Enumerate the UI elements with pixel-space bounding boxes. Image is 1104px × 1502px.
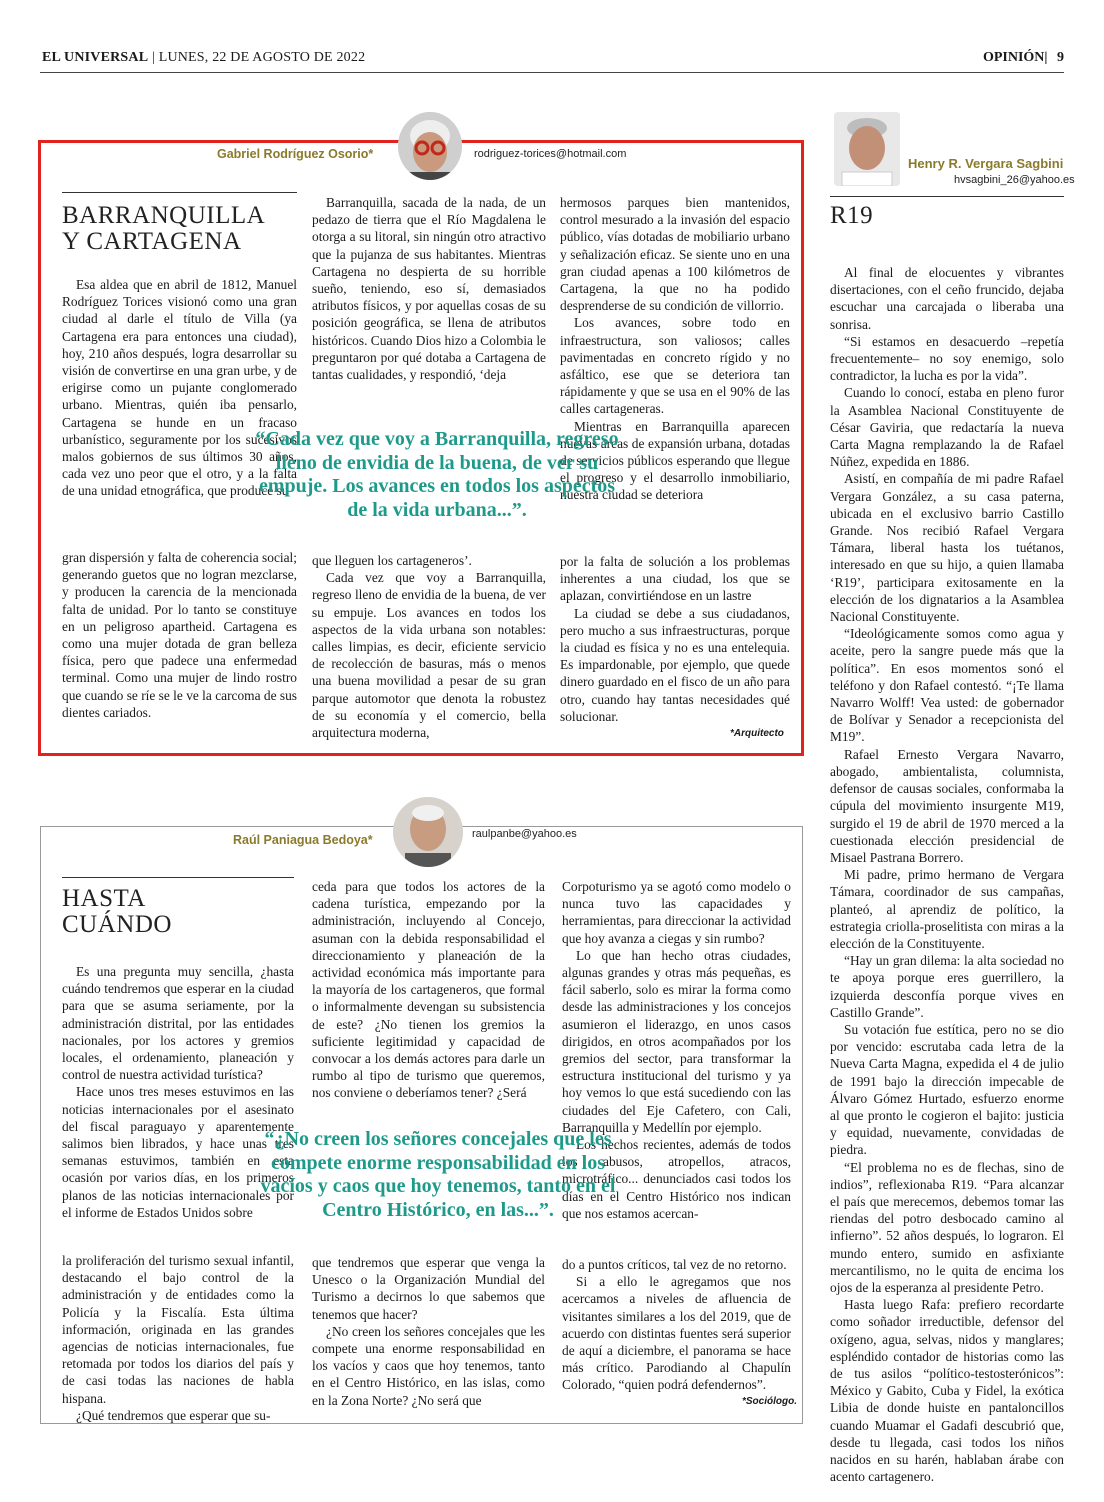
article-2-headline-rule	[62, 877, 294, 878]
paragraph: ¿Qué tendremos que esperar que su-	[76, 1407, 271, 1423]
article-3-email: hvsagbini_26@yahoo.es	[954, 174, 1075, 186]
article-2-headline-line1: HASTA	[62, 885, 146, 912]
article-2-column-3b	[562, 1256, 791, 1394]
paragraph: Esa aldea que en abril de 1812, Manuel Rodríguez Torices visionó como una gran ciudad al darle el título de Villa (ya Cartagena era para entonces una ciudad), hoy, 210 años después, logra desarrollar su visión de convertirse en una gran urbe, y de erigirse como un pujante conglomerado urbano. Mientras, quién iba pensarlo, Cartagena se hunde en un fracaso urbanístico, seguramente por los sucesivos malos gobiernos de sus últimos 30 años, cada vez uno peor que el otro, y a la falta de una unidad etnográfica, que produce su	[62, 277, 297, 499]
paragraph: ceda para que todos los actores de la cadena turística, empezando por la administración, incluyendo al Concejo, asuman con la debida responsabilidad el direccionamiento y planeación de la actividad económica más importante para la mayoría de los cartageneros, que formal o informalmente devengan su subsistencia de este? ¿No tienen los gremios la suficiente legitimidad y capacidad de convocar a los demás actores para darle un rumbo al tipo de turismo que queremos, nos conviene o deberíamos tener? ¿Será	[312, 879, 545, 1101]
paragraph: Al final de elocuentes y vibrantes disertaciones, con el ceño fruncido, dejaba escuchar una carcajada o liberaba una sonrisa.	[830, 265, 1064, 332]
paragraph: por la falta de solución a los problemas inherentes a una ciudad, los que se aplazan, convirtiéndose en un lastre	[560, 554, 790, 604]
article-3-body	[830, 264, 1064, 1485]
paragraph: Su votación fue estítica, pero no se dio por vencido: escrutaba cada letra de la Nueva Carta Magna, expedida el 4 de julio de 1991 bajo la dirección impecable de Álvaro Gómez Hurtado, esfuerzo enorme al que pronto le cogieron el bajito: justicia y equidad, nuevamente, convidadas de piedra.	[830, 1021, 1064, 1158]
paragraph: Cuando lo conocí, estaba en pleno furor la Asamblea Nacional Constituyente de César Gaviria, que redactaría la nueva Carta Magna remplazando la de Rafael Núñez, expedida en 1886.	[830, 385, 1064, 470]
paragraph: Lo que han hecho otras ciudades, algunas grandes y otras más pequeñas, es fácil saberlo, solo es mirar la forma como desde las administraciones y los concejos asumieron el liderazgo, en unos casos dirigidos, en otros acompañados por los gremios del sector, para transformar la estructura institucional del turismo y ya hoy vemos lo que está sucediendo con las ciudades del Eje Cafetero, con Cali, Barranquilla y Medellín por ejemplo.	[562, 947, 791, 1135]
masthead-rule	[40, 72, 1064, 73]
paragraph: Hace unos tres meses estuvimos en las noticias internacionales por el asesinato del fiscal paraguayo y aparentemente salimos bien librados, y hace unas tres semanas estuvimos, también en esta ocasión por varios días, en los primeros planos de las noticias internacionales por el informe de Estados Unidos sobre	[62, 1084, 294, 1220]
masthead-separator: |	[151, 50, 155, 65]
article-3-headline: R19	[830, 202, 874, 229]
paragraph: Barranquilla, sacada de la nada, de un pedazo de tierra que el Río Magdalena le otorga a su litoral, sin ningún otro atractivo que la pujanza de sus habitantes. Mientras Cartagena no despierta de su horrible sueño, teniendo, eso sí, demasiados atributos físicos, y por aquellas cosas de su posición geográfica, se llena de atributos históricos. Cuando Dios hizo a Colombia le preguntaron por qué dotaba a Cartagena de tantas cualidades, y respondió, ‘deja	[312, 195, 546, 383]
article-1-author-photo	[398, 112, 462, 180]
page-number: 9	[1057, 50, 1064, 65]
article-2-email: raulpanbe@yahoo.es	[472, 828, 577, 840]
paragraph: ¿No creen los señores concejales que les compete una enorme responsabilidad en los vacíos y caos que hoy tenemos, tanto en el Centro Histórico, en las islas, como en la Zona Norte? ¿No será que	[312, 1323, 545, 1408]
article-2-column-2b	[312, 1254, 545, 1409]
article-1-column-2b	[312, 552, 546, 741]
paragraph: Corpoturismo ya se agotó como modelo o nunca tuvo las capacidades y herramientas, para direccionar la actividad que hoy avanza a ciegas y sin rumbo?	[562, 879, 791, 946]
article-3-author-photo	[834, 112, 900, 186]
paragraph: Cada vez que voy a Barranquilla, regreso lleno de envidia de la buena, de ver su empuje. Los avances en todos los aspectos de la vida urbana son notables: calles limpias, es decir, eficiente servicio de recolección de basuras, más o menos una buena movilidad a pesar de su gran parque automotor que denota la robustez de su economía y el comercio, bella arquitectura moderna,	[312, 570, 546, 741]
article-2-author: Raúl Paniagua Bedoya*	[233, 833, 373, 847]
article-1-headline-rule	[62, 192, 297, 193]
paragraph: hermosos parques bien mantenidos, control mesurado a la invasión del espacio público, vías dotadas de mobiliario urbano y señalización eficaz. Se siente uno en una gran ciudad apenas a 100 kilómetros de Cartagena, la que no ha podido desprenderse de su condición de villorrio.	[560, 195, 790, 314]
paragraph: Mientras en Barranquilla aparecen nuevas áreas de expansión urbana, dotadas de servicios públicos esperando que llegue el progreso y el desarrollo inmobiliario, nuestra ciudad se deteriora	[560, 418, 790, 503]
section-name: OPINIÓN|	[982, 50, 1048, 65]
paragraph: Los avances, sobre todo en infraestructura, son valiosos; calles pavimentadas en concreto rígido y no asfáltico, ese que se deteriora tan rápidamente y que se usa en el 90% de las calles cartageneras.	[560, 315, 790, 417]
paragraph: la proliferación del turismo sexual infantil, destacando el bajo control de la administración y de entidades como la Policía y la Fiscalía. Esta última información, originada en las grandes agencias de noticias internacionales, fue retomada por todos los diarios del país y de casi todas las naciones de habla hispana.	[62, 1253, 294, 1406]
article-1-column-3b	[560, 553, 790, 725]
paragraph: “Hay un gran dilema: la alta sociedad no te apoya porque eres guerrillero, la izquierda desconfía porque vives en Castillo Grande”.	[830, 953, 1064, 1020]
paragraph: gran dispersión y falta de coherencia social; generando guetos que no logran mezclarse, y producen la carencia de la mencionada falta de unidad. Por lo tanto se constituye en un peligroso apartheid. Cartagena es como una mujer dotada de gran belleza física, pero que padece una enfermedad terminal. Como una mujer de lindo rostro que cuando se ríe se le ve la carcoma de sus dientes cariados.	[62, 550, 297, 720]
paragraph: Asistí, en compañía de mi padre Rafael Vergara González, a su casa paterna, ubicada en el exclusivo barrio Castillo Grande. Nos recibió Rafael Vergara Támara, liberal hasta los tuétanos, interesado en que su hijo, a quien llamaba ‘R19’, participara exitosamente en la elección de los dignatarios a la Asamblea Nacional Constituyente.	[830, 471, 1064, 625]
paragraph: La ciudad se debe a sus ciudadanos, pero mucho a sus infraestructuras, porque la ciudad es física y no es una entelequia. Es impardonable, por ejemplo, que quede dinero guardado en el fisco de un año para otro, cuando hay tantas necesidades qué solucionar.	[560, 605, 790, 724]
paragraph: Hasta luego Rafa: prefiero recordarte como soñador irreductible, defensor del oxígeno, agua, selvas, nidos y manglares; espléndido contador de historias como las de tus asilos “político-testosterónicos”: México y Gabito, Cuba y Fidel, la exótica Libia de donde huiste en pantaloncillos cuando Muamar el Gadafi descubrió que, desde tu llegada, casi todos los niños nacidos en su harén, hablaban árabe con acento cartagenero.	[830, 1297, 1064, 1485]
paragraph: “Si estamos en desacuerdo –repetía frecuentemente– no soy enemigo, solo contradictor, la lucha es por la vida”.	[830, 333, 1064, 384]
article-1-headline-line1: BARRANQUILLA	[62, 202, 266, 229]
article-1-author: Gabriel Rodríguez Osorio*	[217, 147, 374, 161]
article-2-column-2a	[312, 878, 545, 1102]
article-1-signature: *Arquitecto	[730, 728, 784, 739]
article-2-headline-line2: CUÁNDO	[62, 911, 172, 938]
masthead-date: LUNES, 22 DE AGOSTO DE 2022	[158, 50, 366, 65]
masthead	[42, 50, 365, 66]
article-1-headline	[62, 203, 265, 255]
article-2-pull-quote: “¿No creen los señores concejales que les compete enorme responsabilidad en los vacíos y caos que hoy tenemos, tanto en el Centro Histórico, en las...”.	[260, 1128, 616, 1221]
article-1-headline-line2: Y CARTAGENA	[62, 228, 242, 255]
article-3-headline-rule	[830, 196, 1064, 197]
page-section	[983, 50, 1064, 66]
article-3-author: Henry R. Vergara Sagbini	[908, 156, 1064, 171]
paragraph: “Ideológicamente somos como agua y aceite, pero la sangre puede más que la política”. En esos momentos sonó el teléfono y don Rafael contestó. “¡Te llama Navarro Wolff! Vea usted: de gobernador de Bolívar y Senador a recepcionista del M19”.	[830, 626, 1064, 745]
article-1-pull-quote: “Cada vez que voy a Barranquilla, regreso lleno de envidia de la buena, de ver su empuje. Los avances en todos los aspectos de la vida urbana...”.	[255, 428, 619, 521]
paragraph: que lleguen los cartageneros’.	[312, 553, 472, 568]
paper-name: EL UNIVERSAL	[42, 50, 149, 65]
paragraph: Los hechos recientes, además de todos los abusos, atropellos, atracos, microtráfico... denunciados casi todos los días en el Centro Histórico nos indican que nos estamos acercan-	[562, 1137, 791, 1221]
paragraph: Si a ello le agregamos que nos acercamos a niveles de afluencia de visitantes similares a los del 2019, que de acuerdo con distintas fuentes será superior de aquí a diciembre, el panorama se hace más crítico. Parodiando al Chapulín Colorado, “quien podrá defendernos”.	[562, 1274, 791, 1393]
paragraph: que tendremos que esperar que venga la Unesco o la Organización Mundial del Turismo a decirnos lo que sabemos que tenemos que hacer?	[312, 1255, 545, 1322]
article-1-column-1b	[62, 549, 297, 721]
article-1-column-2a	[312, 194, 546, 383]
article-2-signature: *Sociólogo.	[742, 1396, 797, 1407]
paragraph: “El problema no es de flechas, sino de indios”, reflexionaba R19. “Para alcanzar el país que merecemos, debemos tomar las riendas del potro desbocado camino al infierno”. 52 años después, lo lograron. El mundo entero, sumido en asfixiante mercantilismo, no le quita de encima los ojos de la esperanza al presidente Petro.	[830, 1159, 1064, 1295]
article-2-author-photo	[393, 797, 463, 867]
article-2-column-1b	[62, 1252, 294, 1424]
article-1-email: rodriguez-torices@hotmail.com	[474, 148, 627, 160]
paragraph: Mi padre, primo hermano de Vergara Támara, coordinador de sus campañas, planteó, al aprendiz de político, la estrategia criolla-proselitista con miras a la elección de la Constituyente.	[830, 867, 1064, 951]
article-2-headline	[62, 886, 172, 938]
paragraph: Es una pregunta muy sencilla, ¿hasta cuándo tendremos que esperar en la ciudad para que se asuma seriamente, por la administración distrital, por las entidades nacionales, por los actores y gremios locales, el ordenamiento, planeación y control de nuestra actividad turística?	[62, 964, 294, 1083]
paragraph: do a puntos críticos, tal vez de no retorno.	[562, 1257, 787, 1272]
paragraph: Rafael Ernesto Vergara Navarro, abogado, ambientalista, columnista, defensor de causas sociales, conformaba la cúpula del movimiento insurgente M19, surgido el 19 de abril de 1970 merced a la cuestionada elección presidencial de Misael Pastrana Borrero.	[830, 746, 1064, 865]
